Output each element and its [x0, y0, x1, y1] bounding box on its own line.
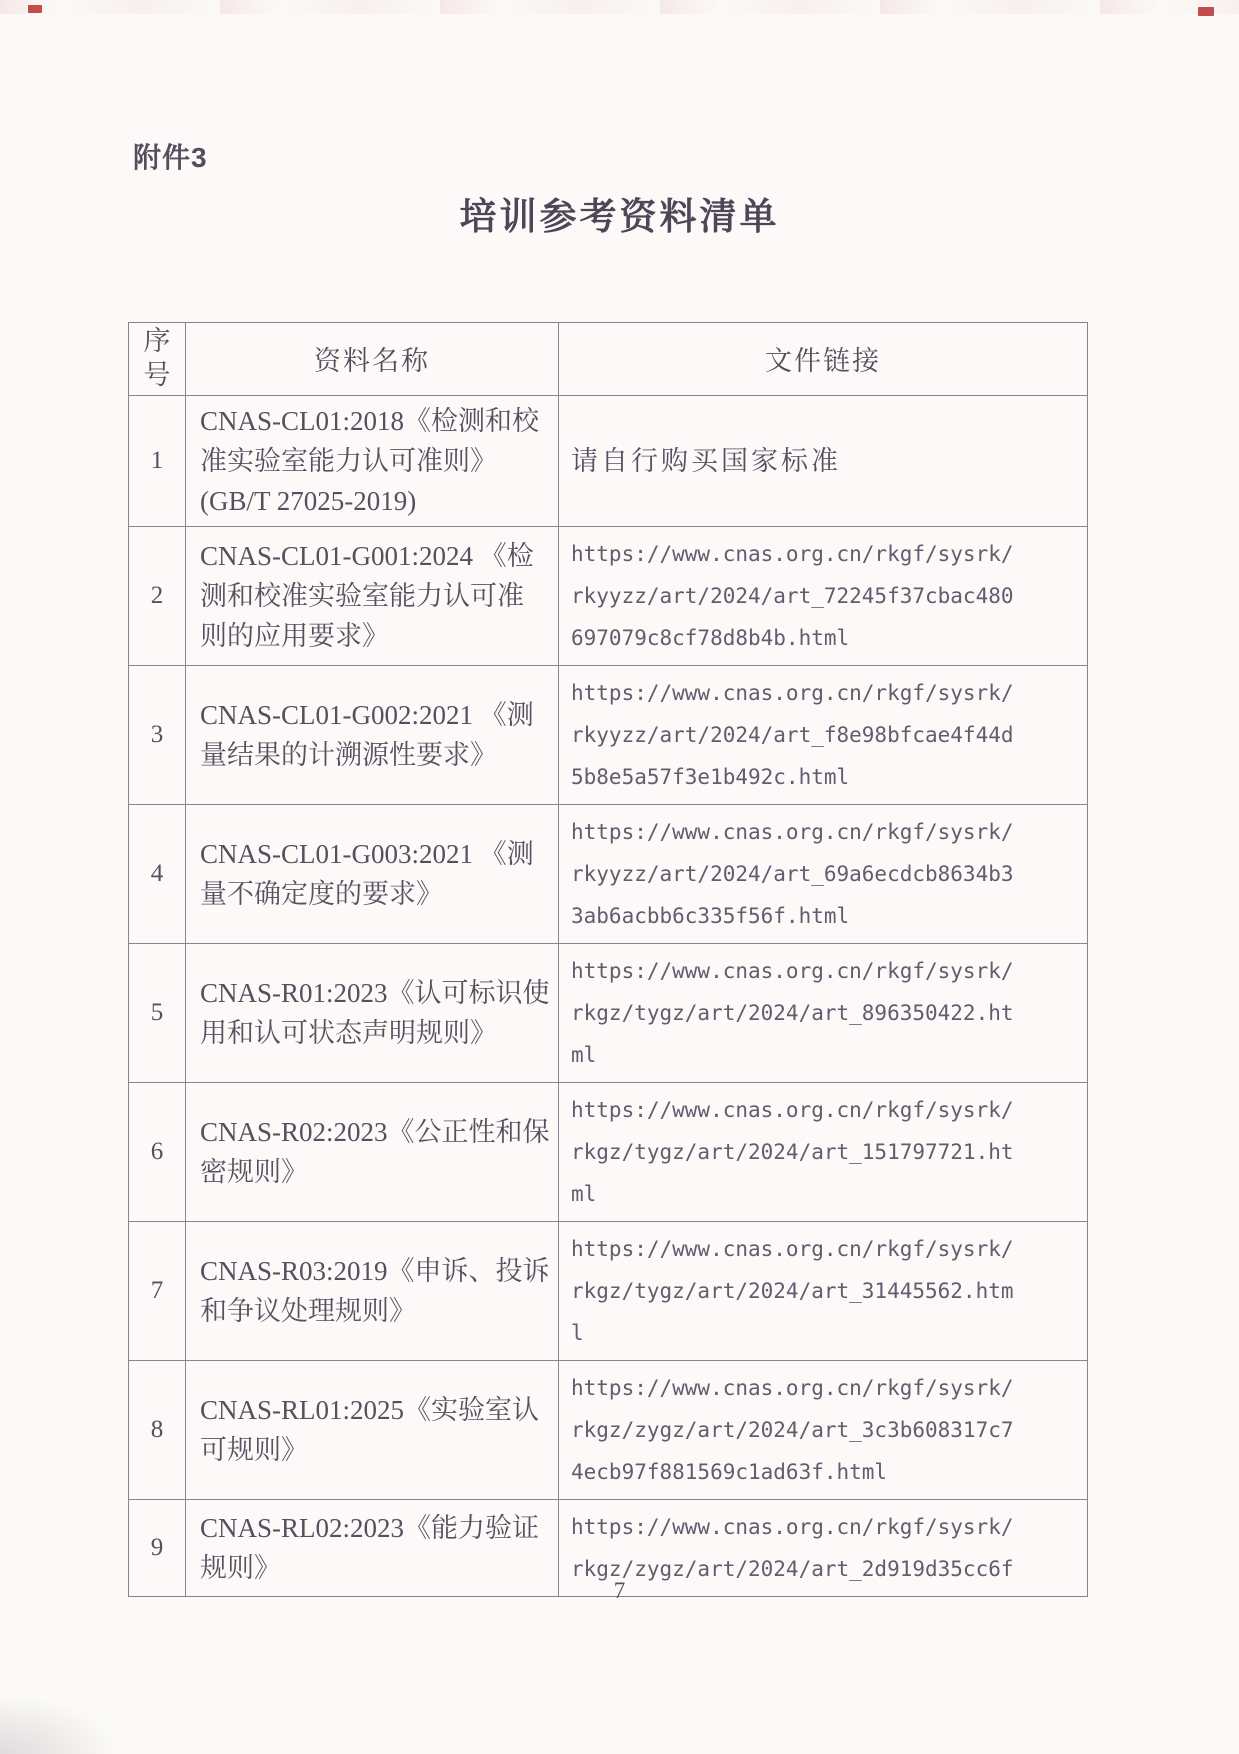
file-link-text: https://www.cnas.org.cn/rkgf/sysrk/rkgz/tygz/art/2024/art_31445562.html	[571, 1236, 1014, 1345]
row-index-cell: 7	[129, 1221, 186, 1360]
row-index-cell: 6	[129, 1082, 186, 1221]
material-name-cell: CNAS-R01:2023《认可标识使用和认可状态声明规则》	[186, 943, 559, 1082]
material-name-cell: CNAS-R03:2019《申诉、投诉和争议处理规则》	[186, 1221, 559, 1360]
material-name-cell: CNAS-RL02:2023《能力验证规则》	[186, 1499, 559, 1596]
table-row	[129, 1360, 1088, 1499]
table-row	[129, 395, 1088, 526]
attachment-label: 附件3	[133, 142, 208, 173]
file-link-text: https://www.cnas.org.cn/rkgf/sysrk/rkyyzz/art/2024/art_69a6ecdcb8634b33ab6acbb6c335f56f.html	[571, 819, 1014, 928]
file-link-cell	[559, 1221, 1088, 1360]
scan-artifact-speck	[28, 5, 42, 13]
file-link-cell	[559, 526, 1088, 665]
file-link-text: https://www.cnas.org.cn/rkgf/sysrk/rkgz/tygz/art/2024/art_896350422.html	[571, 958, 1014, 1067]
material-name-cell: CNAS-CL01:2018《检测和校准实验室能力认可准则》(GB/T 27025-2019)	[186, 395, 559, 526]
file-link-text: https://www.cnas.org.cn/rkgf/sysrk/rkyyzz/art/2024/art_f8e98bfcae4f44d5b8e5a57f3e1b492c.html	[571, 680, 1014, 789]
file-link-cell	[559, 804, 1088, 943]
row-index-cell: 3	[129, 665, 186, 804]
header-material-name: 资料名称	[186, 323, 559, 396]
table-header-row	[129, 323, 1088, 396]
file-link-text: https://www.cnas.org.cn/rkgf/sysrk/rkgz/zygz/art/2024/art_3c3b608317c74ecb97f881569c1ad63f.html	[571, 1375, 1014, 1484]
row-index-cell: 5	[129, 943, 186, 1082]
header-file-link: 文件链接	[559, 323, 1088, 396]
material-name-cell: CNAS-CL01-G002:2021 《测量结果的计溯源性要求》	[186, 665, 559, 804]
table-row	[129, 526, 1088, 665]
file-link-cell	[559, 665, 1088, 804]
material-name-cell: CNAS-R02:2023《公正性和保密规则》	[186, 1082, 559, 1221]
row-index-cell: 8	[129, 1360, 186, 1499]
row-index-cell: 1	[129, 395, 186, 526]
table-row	[129, 804, 1088, 943]
scan-artifact-speck	[1198, 7, 1214, 16]
row-index-cell: 2	[129, 526, 186, 665]
page-number: 7	[613, 1578, 626, 1603]
table-row	[129, 1221, 1088, 1360]
reference-materials-table	[128, 322, 1088, 1597]
row-index-cell: 4	[129, 804, 186, 943]
table-row	[129, 665, 1088, 804]
header-index: 序号	[129, 323, 186, 396]
material-name-cell: CNAS-CL01-G001:2024 《检测和校准实验室能力认可准则的应用要求》	[186, 526, 559, 665]
table-row	[129, 1082, 1088, 1221]
file-link-text: https://www.cnas.org.cn/rkgf/sysrk/rkyyzz/art/2024/art_72245f37cbac480697079c8cf78d8b4b.html	[571, 541, 1014, 650]
row-index-cell: 9	[129, 1499, 186, 1596]
material-name-cell: CNAS-CL01-G003:2021 《测量不确定度的要求》	[186, 804, 559, 943]
file-link-text: https://www.cnas.org.cn/rkgf/sysrk/rkgz/tygz/art/2024/art_151797721.html	[571, 1097, 1014, 1206]
table-row	[129, 943, 1088, 1082]
file-link-cell	[559, 1360, 1088, 1499]
page-title: 培训参考资料清单	[459, 196, 780, 237]
file-link-cell	[559, 1082, 1088, 1221]
file-link-text: https://www.cnas.org.cn/rkgf/sysrk/rkgz/zygz/art/2024/art_2d919d35cc6f	[571, 1514, 1014, 1581]
file-link-text: 请自行购买国家标准	[571, 445, 841, 476]
file-link-cell	[559, 395, 1088, 526]
scan-artifact-band	[0, 0, 1239, 14]
scan-corner-shadow	[0, 1694, 120, 1754]
material-name-cell: CNAS-RL01:2025《实验室认可规则》	[186, 1360, 559, 1499]
file-link-cell	[559, 943, 1088, 1082]
